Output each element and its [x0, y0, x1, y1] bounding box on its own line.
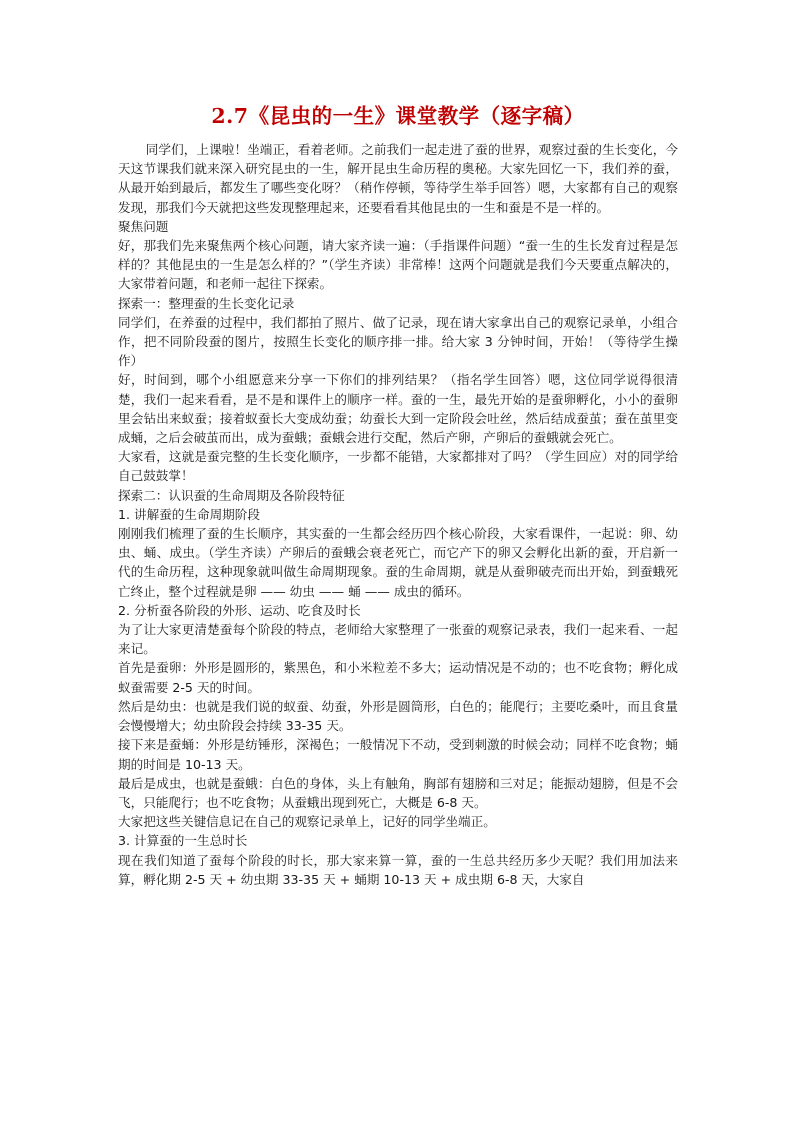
paragraph-pupa: 接下来是蚕蛹：外形是纺锤形，深褐色；一般情况下不动，受到刺激的时候会动；同样不吃食物；蛹期的时间是 10-13 天。: [118, 737, 678, 772]
paragraph: 大家看，这就是蚕完整的生长变化顺序，一步都不能错，大家都排对了吗？（学生回应）对的同学给自己鼓鼓掌！: [118, 449, 678, 484]
subheading-stage-features: 2. 分析蚕各阶段的外形、运动、吃食及时长: [118, 602, 361, 618]
section-heading-focus-question: 聚焦问题: [118, 218, 169, 234]
document-title: 2.7《昆虫的一生》课堂教学（逐字稿）: [211, 104, 585, 128]
subheading-total-duration: 3. 计算蚕的一生总时长: [118, 833, 248, 849]
paragraph: 好，时间到，哪个小组愿意来分享一下你们的排列结果？（指名学生回答）嗯，这位同学说得很清楚，我们一起来看看，是不是和课件上的顺序一样。蚕的一生，最先开始的是蚕卵孵化，小小的蚕卵里会钻出来蚁蚕；接着蚁蚕长大变成幼蚕；幼蚕长大到一定阶段会吐丝，然后结成蚕茧；蚕在茧里变成蛹，之后会破茧而出，成为蚕蛾；蚕蛾会进行交配，然后产卵，产卵后的蚕蛾就会死亡。: [118, 372, 678, 446]
paragraph: 现在我们知道了蚕每个阶段的时长，那大家来算一算，蚕的一生总共经历多少天呢？我们用加法来算，孵化期 2-5 天 + 幼虫期 33-35 天 + 蛹期 10-13 天 + 成虫期 6-8 天，大家自: [118, 852, 678, 887]
paragraph: 同学们，在养蚕的过程中，我们都拍了照片、做了记录，现在请大家拿出自己的观察记录单，小组合作，把不同阶段蚕的图片，按照生长变化的顺序排一排。给大家 3 分钟时间，开始！（等待学生操作）: [118, 314, 678, 369]
paragraph-adult: 最后是成虫，也就是蚕蛾：白色的身体，头上有触角，胸部有翅膀和三对足；能振动翅膀，但是不会飞，只能爬行；也不吃食物；从蚕蛾出现到死亡，大概是 6-8 天。: [118, 775, 678, 810]
document-page: [118, 100, 678, 889]
paragraph: 为了让大家更清楚蚕每个阶段的特点，老师给大家整理了一张蚕的观察记录表，我们一起来看、一起来记。: [118, 622, 678, 657]
paragraph: 好，那我们先来聚焦两个核心问题，请大家齐读一遍：（手指课件问题）“蚕一生的生长发育过程是怎样的？其他昆虫的一生是怎么样的？”（学生齐读）非常棒！这两个问题就是我们今天要重点解决的，大家带着问题，和老师一起往下探索。: [118, 238, 678, 292]
subheading-life-cycle: 1. 讲解蚕的生命周期阶段: [118, 506, 260, 522]
section-heading-explore-one: 探索一：整理蚕的生长变化记录: [118, 295, 295, 311]
paragraph-larva: 然后是幼虫：也就是我们说的蚁蚕、幼蚕，外形是圆筒形，白色的；能爬行；主要吃桑叶，而且食量会慢慢增大；幼虫阶段会持续 33-35 天。: [118, 698, 678, 734]
paragraph-egg: 首先是蚕卵：外形是圆形的，紫黑色，和小米粒差不多大；运动情况是不动的；也不吃食物；孵化成蚁蚕需要 2-5 天的时间。: [118, 660, 678, 695]
intro-paragraph: 同学们，上课啦！坐端正，看着老师。之前我们一起走进了蚕的世界，观察过蚕的生长变化，今天这节课我们就来深入研究昆虫的一生，解开昆虫生命历程的奥秘。大家先回忆一下，我们养的蚕，从最开始到最后，都发生了哪些变化呀？（稍作停顿，等待学生举手回答）嗯，大家都有自己的观察发现，那我们今天就把这些发现整理起来，还要看看其他昆虫的一生和蚕是不是一样的。: [118, 142, 678, 215]
paragraph: 刚刚我们梳理了蚕的生长顺序，其实蚕的一生都会经历四个核心阶段，大家看课件，一起说：卵、幼虫、蛹、成虫。（学生齐读）产卵后的蚕蛾会衰老死亡，而它产下的卵又会孵化出新的蚕，开启新一代的生命历程，这种现象就叫做生命周期现象。蚕的生命周期，就是从蚕卵破壳而出开始，到蚕蛾死亡终止，整个过程就是卵 —— 幼虫 —— 蛹 —— 成虫的循环。: [118, 526, 678, 599]
section-heading-explore-two: 探索二：认识蚕的生命周期及各阶段特征: [118, 487, 345, 503]
paragraph: 大家把这些关键信息记在自己的观察记录单上，记好的同学坐端正。: [118, 814, 496, 830]
